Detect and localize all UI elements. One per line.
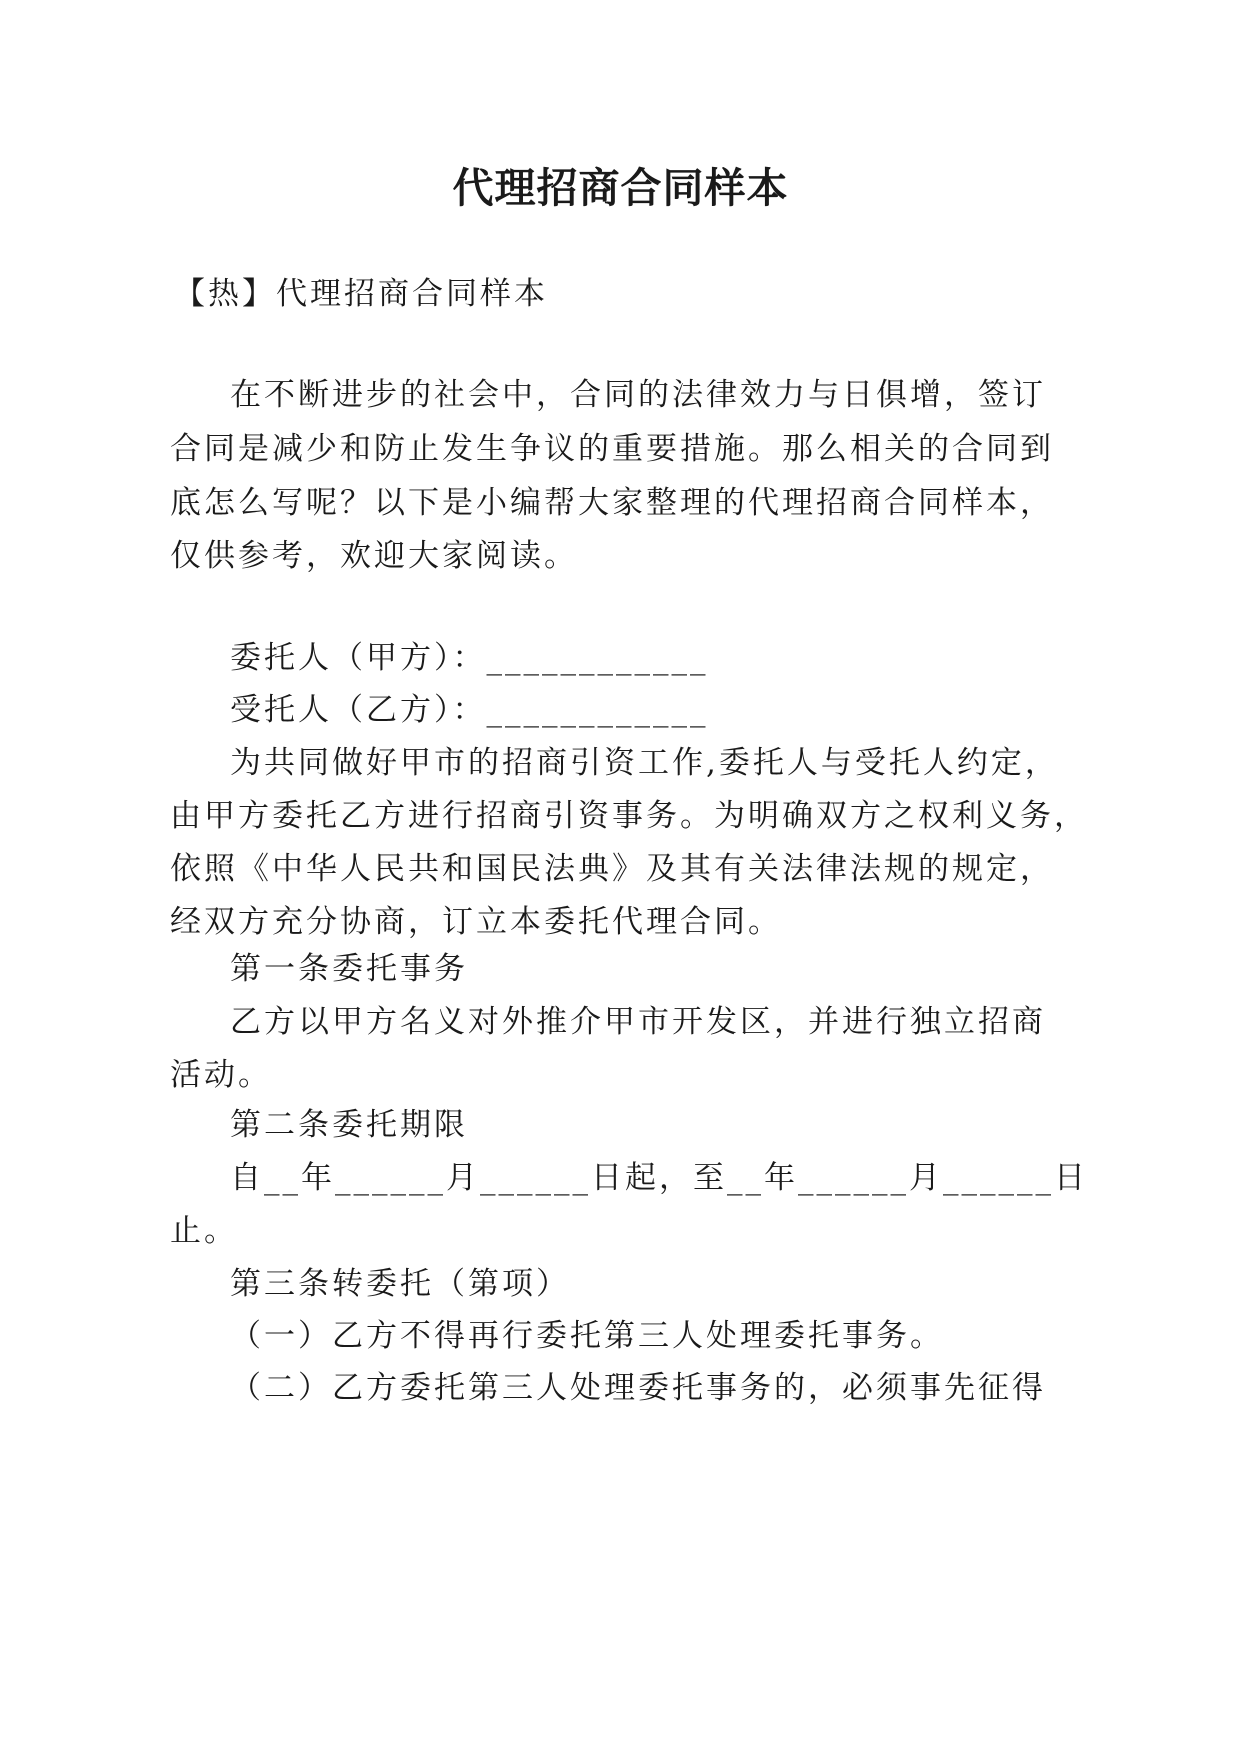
paragraph-line: 乙方以甲方名义对外推介甲市开发区，并进行独立招商: [230, 1004, 1046, 1040]
party-a-field: 委托人（甲方）：____________: [230, 640, 709, 676]
paragraph-line: 为共同做好甲市的招商引资工作,委托人与受托人约定，: [230, 745, 1059, 781]
article-heading: 第一条委托事务: [230, 951, 468, 987]
date-range-line: 自__年______月______日起，至__年______月______日: [230, 1160, 1088, 1196]
paragraph-line: 依照《中华人民共和国民法典》及其有关法律法规的规定，: [170, 851, 1054, 887]
paragraph-line: 经双方充分协商，订立本委托代理合同。: [170, 904, 782, 940]
paragraph-line: 由甲方委托乙方进行招商引资事务。为明确双方之权利义务，: [170, 798, 1088, 834]
paragraph-line: 止。: [170, 1213, 238, 1249]
article-heading: 第二条委托期限: [230, 1107, 468, 1143]
list-item: （二）乙方委托第三人处理委托事务的，必须事先征得: [230, 1370, 1046, 1406]
list-item: （一）乙方不得再行委托第三人处理委托事务。: [230, 1318, 944, 1354]
document-subtitle: 【热】代理招商合同样本: [174, 276, 548, 312]
paragraph-line: 仅供参考，欢迎大家阅读。: [170, 538, 578, 574]
party-b-field: 受托人（乙方）：____________: [230, 692, 709, 728]
paragraph-line: 合同是减少和防止发生争议的重要措施。那么相关的合同到: [170, 431, 1054, 467]
paragraph-line: 在不断进步的社会中，合同的法律效力与日俱增，签订: [230, 377, 1046, 413]
paragraph-line: 活动。: [170, 1057, 272, 1093]
paragraph-line: 底怎么写呢？以下是小编帮大家整理的代理招商合同样本，: [170, 485, 1054, 521]
article-heading: 第三条转委托（第项）: [230, 1266, 570, 1302]
document-title: 代理招商合同样本: [452, 164, 789, 212]
